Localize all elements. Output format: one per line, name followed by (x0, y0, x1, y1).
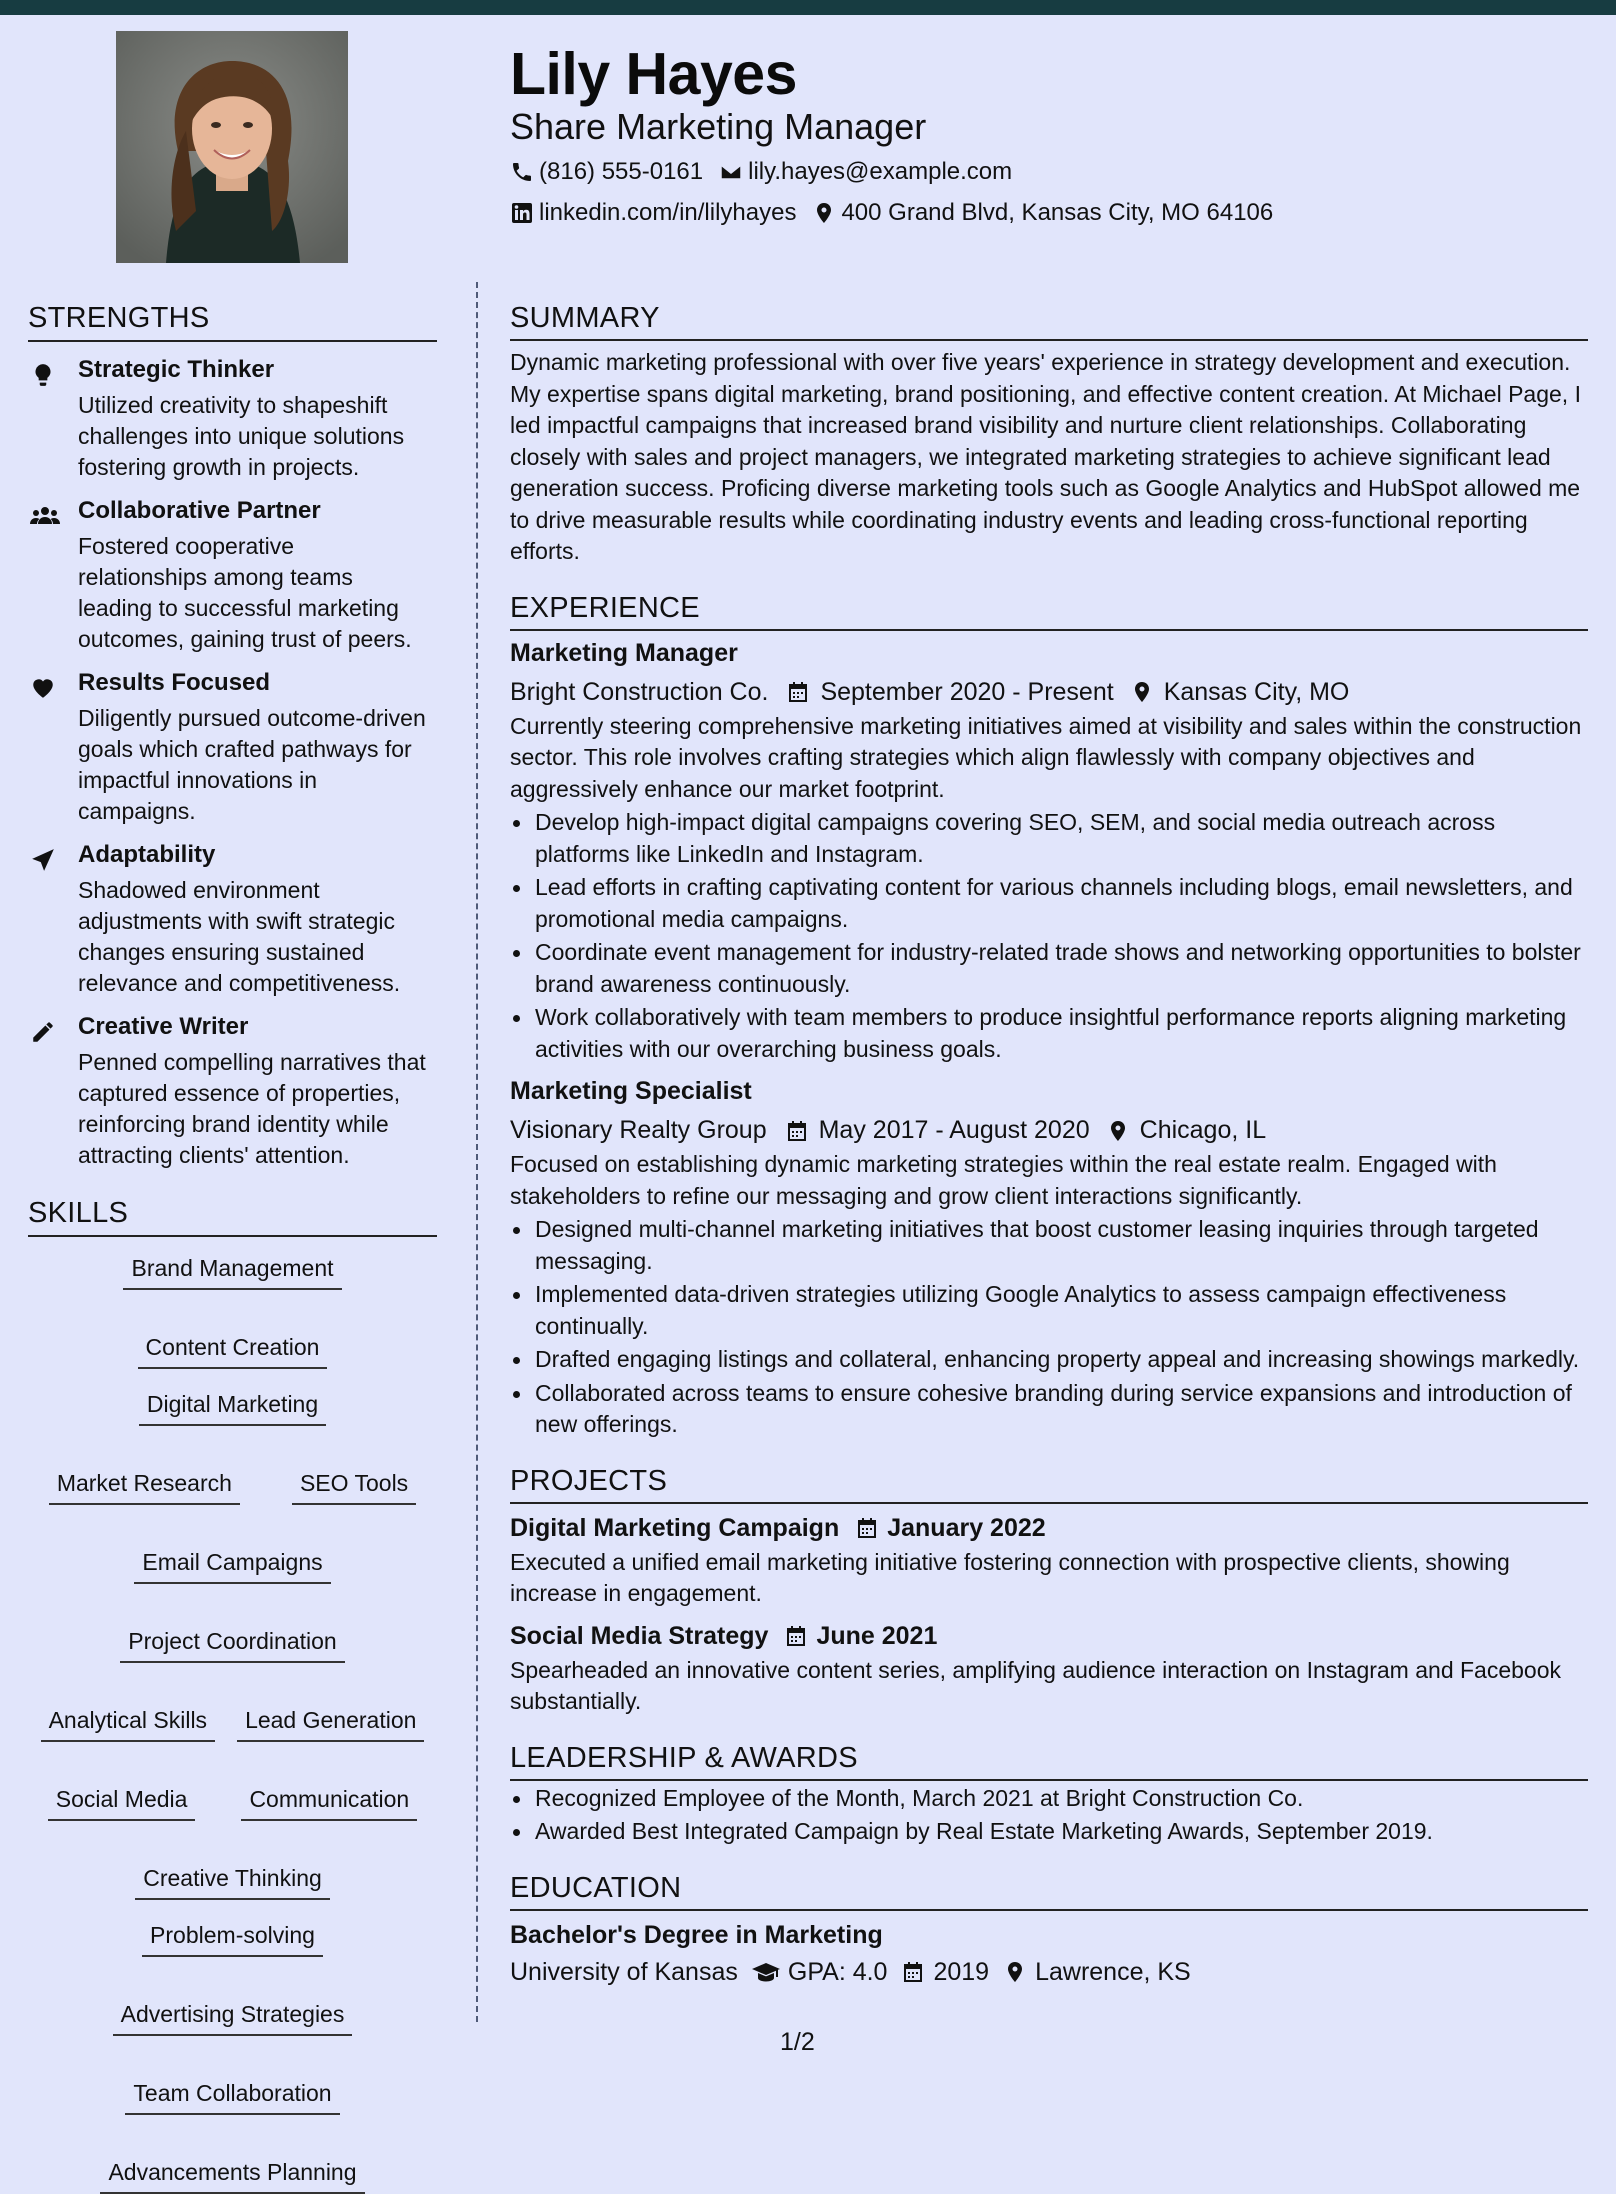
email-text: lily.hayes@example.com (748, 158, 1013, 185)
list-item: Lead efforts in crafting captivating content for various channels including blogs, email newsletters, and promotional media campaigns. (510, 872, 1588, 935)
candidate-name: Lily Hayes (510, 41, 797, 107)
list-item: Collaborated across teams to ensure cohesive branding during service expansions and introduction of new offerings. (510, 1378, 1588, 1441)
skill-tag: Analytical Skills (41, 1707, 216, 1742)
calendar-icon (855, 1516, 879, 1540)
strength-desc: Utilized creativity to shapeshift challenges into unique solutions fostering growth in projects. (78, 392, 405, 480)
top-accent-bar (0, 0, 476, 15)
strength-title: Adaptability (78, 841, 216, 868)
skills-list (28, 1255, 437, 2194)
job-location: Chicago, IL (1139, 1116, 1267, 1144)
top-accent-bar-right (476, 0, 1616, 15)
education-meta (510, 1958, 1588, 1987)
skill-tag: SEO Tools (292, 1470, 416, 1505)
strength-item (28, 356, 437, 483)
strength-item (28, 1013, 437, 1171)
list-item: Designed multi-channel marketing initiatives that boost customer leasing inquiries through targeted messaging. (510, 1214, 1588, 1277)
summary-heading: SUMMARY (510, 302, 1588, 341)
calendar-icon (786, 680, 810, 704)
right-column (510, 302, 1588, 1987)
job-company: Bright Construction Co. (510, 677, 769, 706)
list-item: Implemented data-driven strategies utilizing Google Analytics to assess campaign effectiveness continually. (510, 1279, 1588, 1342)
job-meta (510, 1116, 1588, 1145)
strength-desc: Penned compelling narratives that captured essence of properties, reinforcing brand identity while attracting clients' attention. (78, 1049, 426, 1168)
linkedin-contact[interactable] (510, 199, 796, 227)
skill-tag: Problem-solving (142, 1922, 323, 1957)
project-date: January 2022 (887, 1513, 1046, 1542)
job-title: Marketing Manager (510, 638, 738, 667)
skill-tag: Email Campaigns (134, 1549, 330, 1584)
list-item: Coordinate event management for industry-related trade shows and networking opportunities to bolster brand awareness continuously. (510, 937, 1588, 1000)
left-column (28, 302, 437, 2194)
list-item: Work collaboratively with team members to produce insightful performance reports aligning marketing activities with our overarching business goals. (510, 1002, 1588, 1065)
skill-tag: Social Media (48, 1786, 196, 1821)
skill-tag: Content Creation (138, 1334, 328, 1369)
envelope-icon (719, 160, 743, 184)
email-contact[interactable] (719, 158, 1012, 186)
job-bullets (510, 1214, 1588, 1441)
education-heading: EDUCATION (510, 1872, 1588, 1911)
contact-row-2 (510, 199, 1289, 227)
profile-photo (116, 31, 348, 263)
project-entry (510, 1622, 1588, 1718)
list-item: Recognized Employee of the Month, March 2021 at Bright Construction Co. (510, 1783, 1588, 1815)
graduation-cap-icon (752, 1960, 780, 1984)
degree-title: Bachelor's Degree in Marketing (510, 1920, 883, 1949)
project-header (510, 1514, 1588, 1543)
linkedin-icon (510, 201, 534, 225)
list-item: Awarded Best Integrated Campaign by Real Estate Marketing Awards, September 2019. (510, 1816, 1588, 1848)
calendar-icon (784, 1624, 808, 1648)
job-description: Focused on establishing dynamic marketing strategies within the real estate realm. Engaged with stakeholders to refine our messaging and grow client interactions significantly. (510, 1151, 1497, 1209)
strength-title: Creative Writer (78, 1013, 249, 1040)
awards-list (510, 1783, 1588, 1848)
skill-tag: Team Collaboration (125, 2080, 339, 2115)
school-name: University of Kansas (510, 1957, 738, 1986)
paper-plane-icon (30, 847, 56, 873)
job-entry (510, 1077, 1588, 1441)
phone-text: (816) 555-0161 (539, 158, 704, 185)
map-pin-icon (812, 201, 836, 225)
contact-row-1 (510, 158, 1028, 186)
strength-item (28, 669, 437, 827)
lightbulb-icon (30, 362, 56, 388)
skill-tag: Advertising Strategies (113, 2001, 353, 2036)
strength-desc: Diligently pursued outcome-driven goals which crafted pathways for impactful innovations in campaigns. (78, 705, 426, 824)
address-contact (812, 199, 1273, 227)
strength-item (28, 841, 437, 999)
skill-tag: Brand Management (123, 1255, 341, 1290)
job-entry (510, 639, 1588, 1066)
skill-tag: Advancements Planning (100, 2159, 364, 2194)
pencil-icon (30, 1019, 56, 1045)
school-location: Lawrence, KS (1035, 1957, 1191, 1986)
gpa: GPA: 4.0 (787, 1957, 888, 1986)
phone-icon (510, 160, 534, 184)
list-item: Develop high-impact digital campaigns covering SEO, SEM, and social media outreach across platforms like LinkedIn and Instagram. (510, 807, 1588, 870)
calendar-icon (901, 1960, 925, 1984)
job-bullets (510, 807, 1588, 1065)
graduation-year: 2019 (933, 1957, 990, 1986)
skill-tag: Digital Marketing (139, 1391, 326, 1426)
strength-title: Collaborative Partner (78, 497, 321, 524)
list-item: Drafted engaging listings and collateral, enhancing property appeal and increasing showings markedly. (510, 1344, 1588, 1376)
calendar-icon (785, 1119, 809, 1143)
project-entry (510, 1514, 1588, 1610)
job-description: Currently steering comprehensive marketing initiatives aimed at visibility and sales within the construction sector. This role involves crafting strategies which align flawlessly with company objectives and aggressively enhance our market footprint. (510, 712, 1582, 802)
job-meta (510, 678, 1588, 707)
job-location: Kansas City, MO (1163, 677, 1350, 706)
project-title: Social Media Strategy (510, 1621, 769, 1650)
strength-desc: Shadowed environment adjustments with swift strategic changes ensuring sustained relevance and competitiveness. (78, 877, 401, 996)
summary-text: Dynamic marketing professional with over five years' experience in strategy development and execution. My expertise spans digital marketing, brand positioning, and effective content creation. At Michael Page, I led impactful campaigns that increased brand visibility and nurture client relationships. Collaborating closely with sales and project managers, we integrated marketing strategies to achieve significant lead generation success. Proficing diverse marketing tools such as Google Analytics and HubSpot allowed me to drive measurable results while coordinating industry events and leading cross-functional reporting efforts. (510, 349, 1581, 564)
address-text: 400 Grand Blvd, Kansas City, MO 64106 (841, 199, 1274, 226)
strength-desc: Fostered cooperative relationships among teams leading to successful marketing outcomes, gaining trust of peers. (78, 533, 412, 652)
strength-title: Results Focused (78, 669, 271, 696)
linkedin-text: linkedin.com/in/lilyhayes (539, 199, 797, 226)
skill-tag: Market Research (49, 1470, 240, 1505)
map-pin-icon (1106, 1119, 1130, 1143)
strength-item (28, 497, 437, 655)
page-number: 1/2 (780, 2028, 815, 2056)
candidate-role: Share Marketing Manager (510, 106, 927, 147)
projects-heading: PROJECTS (510, 1465, 1588, 1504)
job-dates: May 2017 - August 2020 (818, 1116, 1090, 1144)
experience-heading: EXPERIENCE (510, 592, 1588, 631)
skills-heading: SKILLS (28, 1197, 437, 1237)
project-header (510, 1622, 1588, 1651)
skill-tag: Creative Thinking (135, 1865, 330, 1900)
project-description: Spearheaded an innovative content series, amplifying audience interaction on Instagram and Facebook substantially. (510, 1656, 1562, 1714)
project-date: June 2021 (816, 1621, 938, 1650)
job-company: Visionary Realty Group (510, 1116, 767, 1144)
skill-tag: Project Coordination (120, 1628, 344, 1663)
job-title: Marketing Specialist (510, 1077, 752, 1105)
phone-contact[interactable] (510, 158, 703, 186)
map-pin-icon (1003, 1960, 1027, 1984)
skill-tag: Communication (241, 1786, 417, 1821)
skill-tag: Lead Generation (237, 1707, 424, 1742)
column-divider (476, 282, 478, 2022)
strength-title: Strategic Thinker (78, 356, 275, 383)
awards-heading: LEADERSHIP & AWARDS (510, 1742, 1588, 1781)
project-title: Digital Marketing Campaign (510, 1513, 840, 1542)
strengths-heading: STRENGTHS (28, 302, 437, 342)
job-dates: September 2020 - Present (820, 677, 1114, 706)
map-pin-icon (1130, 680, 1154, 704)
users-icon (30, 503, 60, 529)
heart-icon (30, 675, 56, 701)
project-description: Executed a unified email marketing initiative fostering connection with prospective clients, showing increase in engagement. (510, 1548, 1510, 1606)
